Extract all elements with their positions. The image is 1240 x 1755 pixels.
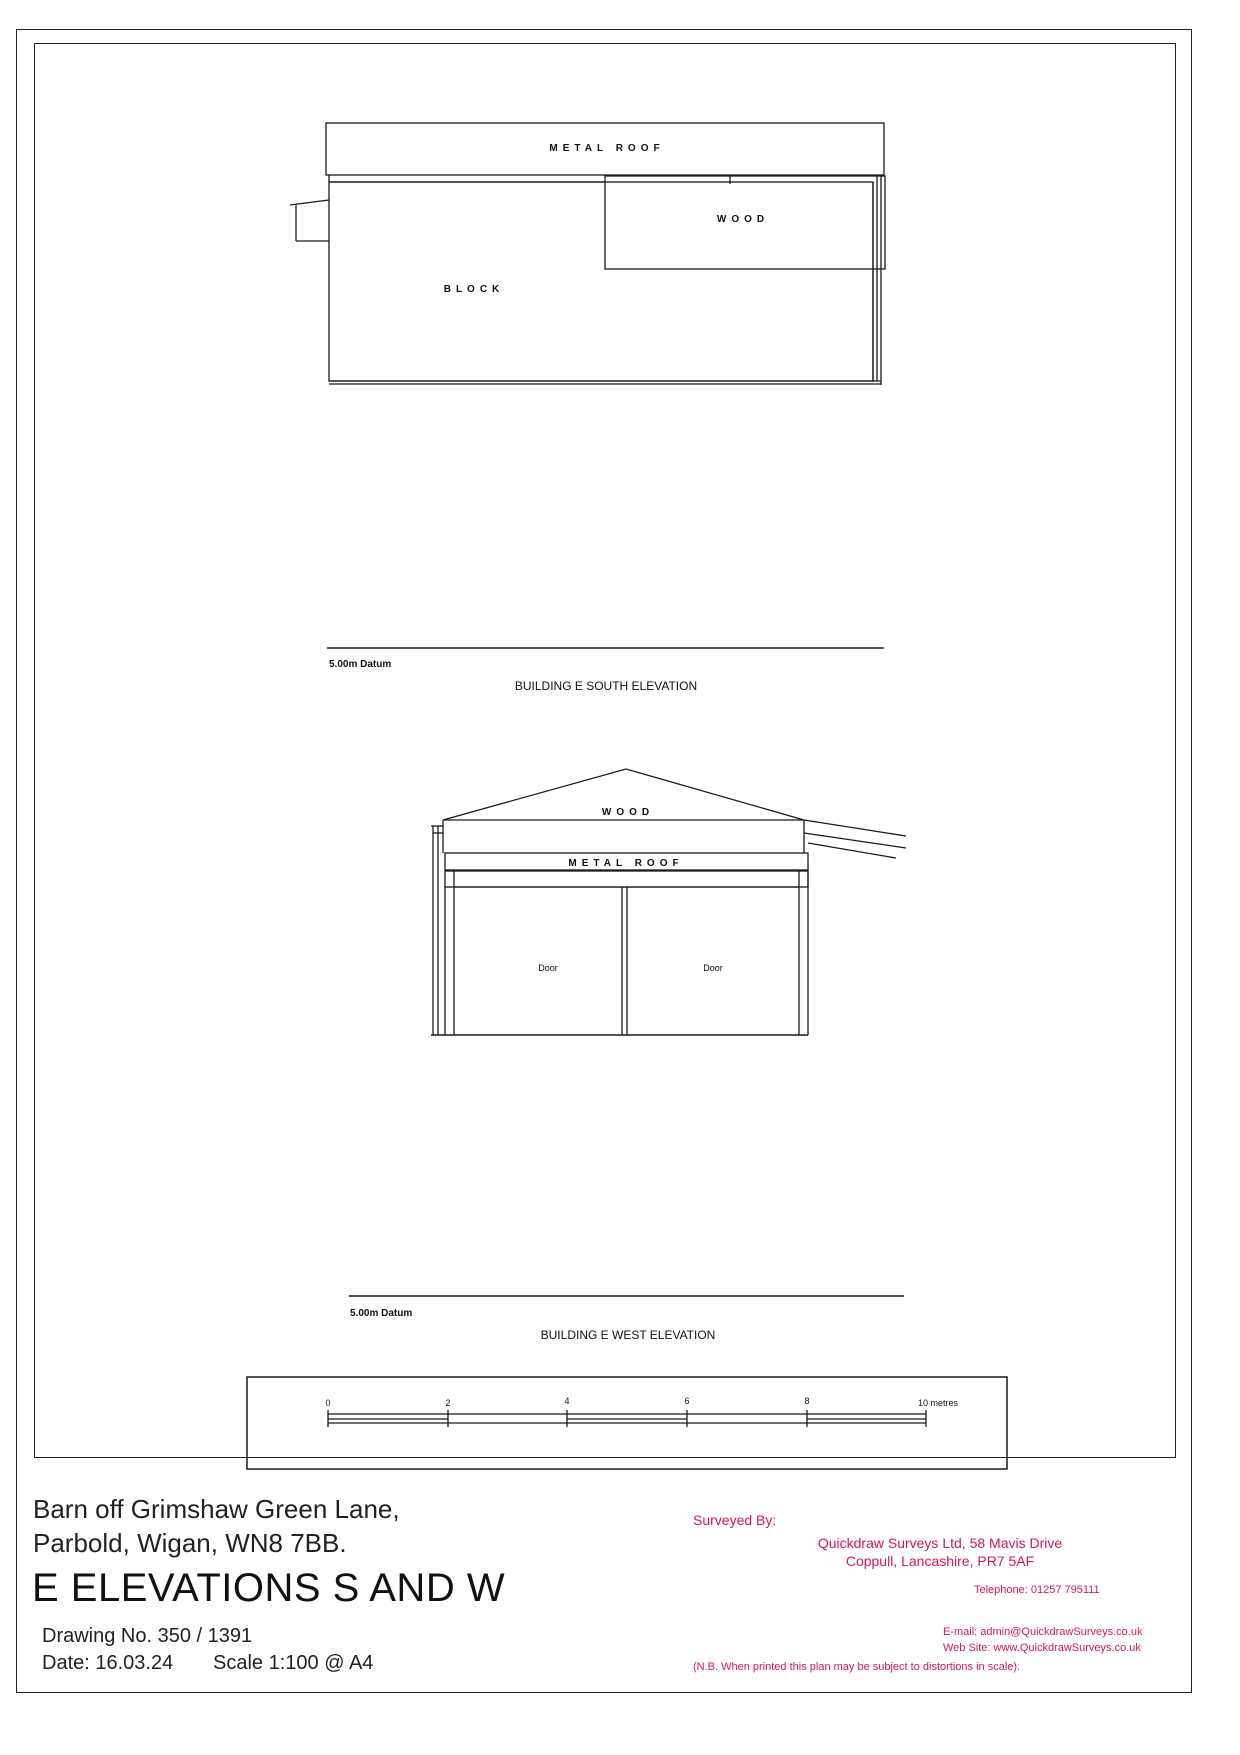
scale-tick-label: 0 xyxy=(325,1398,331,1408)
south-wood-label: WOOD xyxy=(716,214,770,225)
surveyor-email: E-mail: admin@QuickdrawSurveys.co.uk xyxy=(943,1626,1143,1638)
scale-tick-label: 10 metres xyxy=(918,1398,959,1408)
surveyor-telephone: Telephone: 01257 795111 xyxy=(974,1584,1100,1596)
scale-tick-label: 6 xyxy=(684,1396,690,1406)
drawing-date: Date: 16.03.24 xyxy=(42,1652,174,1674)
drawing-number: Drawing No. 350 / 1391 xyxy=(42,1625,253,1647)
sheet-title: E ELEVATIONS S AND W xyxy=(32,1566,506,1610)
scale-tick-label: 4 xyxy=(564,1396,570,1406)
surveyor-website: Web Site: www.QuickdrawSurveys.co.uk xyxy=(943,1642,1141,1654)
south-block-label: BLOCK xyxy=(443,284,505,295)
scale-tick-label: 2 xyxy=(445,1398,451,1408)
west-elevation xyxy=(349,769,906,1296)
scale-tick-label: 8 xyxy=(804,1396,810,1406)
south-datum-label: 5.00m Datum xyxy=(329,659,392,670)
south-elevation-caption: BUILDING E SOUTH ELEVATION xyxy=(514,679,698,693)
scale-bar xyxy=(328,1410,926,1427)
west-roof-label: METAL ROOF xyxy=(568,858,684,869)
west-elevation-caption: BUILDING E WEST ELEVATION xyxy=(540,1328,716,1342)
scale-distortion-note: (N.B. When printed this plan may be subject to distortions in scale). xyxy=(693,1661,1021,1673)
drawing-scale: Scale 1:100 @ A4 xyxy=(213,1652,374,1674)
address-line-1: Barn off Grimshaw Green Lane, xyxy=(33,1494,400,1524)
address-line-2: Parbold, Wigan, WN8 7BB. xyxy=(33,1528,347,1558)
west-datum-label: 5.00m Datum xyxy=(350,1308,413,1319)
west-door-right-label: Door xyxy=(703,963,723,973)
south-block-wall xyxy=(329,182,873,381)
west-door-left-label: Door xyxy=(538,963,558,973)
surveyor-company: Quickdraw Surveys Ltd, 58 Mavis Drive xyxy=(817,1535,1063,1551)
south-elevation xyxy=(290,123,885,648)
surveyed-by-label: Surveyed By: xyxy=(693,1512,777,1528)
west-gable-label: WOOD xyxy=(601,807,655,818)
south-roof-label: METAL ROOF xyxy=(549,143,665,154)
surveyor-address: Coppull, Lancashire, PR7 5AF xyxy=(845,1553,1035,1569)
